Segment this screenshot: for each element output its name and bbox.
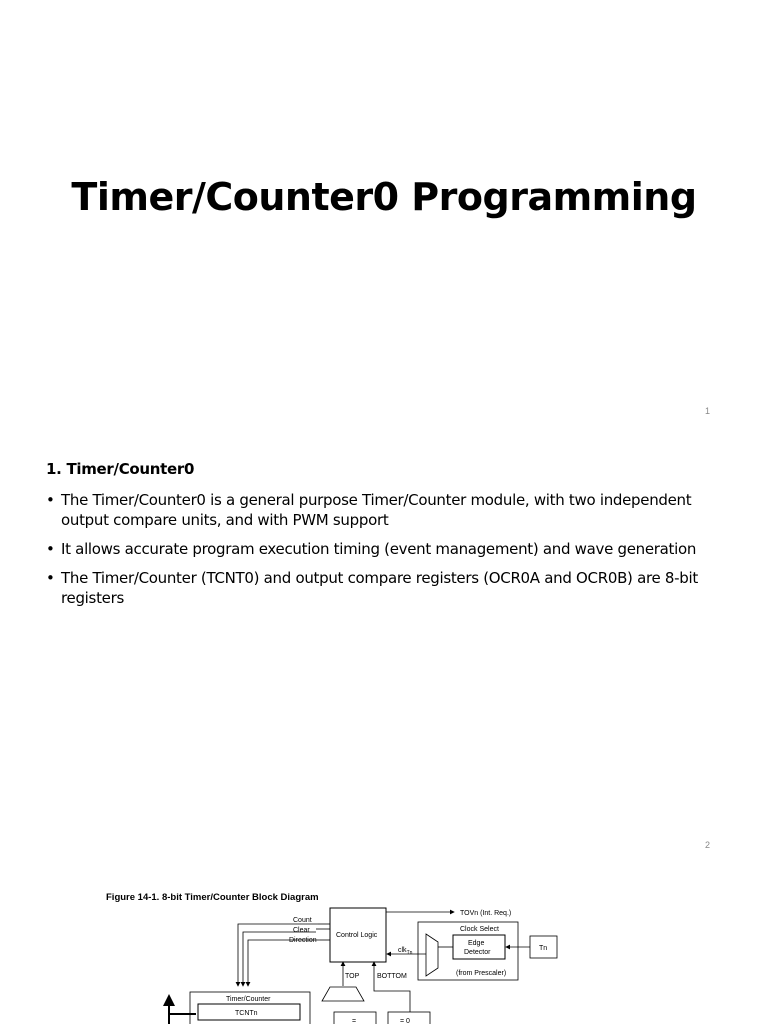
control-logic-label: Control Logic xyxy=(336,932,378,939)
figure-caption: Figure 14-1. 8-bit Timer/Counter Block Diagram xyxy=(106,892,319,903)
bullet-list xyxy=(46,490,716,617)
bullet-item xyxy=(46,539,716,559)
edge-detector-label-1: Edge xyxy=(468,940,485,947)
bullet-icon: • xyxy=(46,491,55,509)
page-number: 1 xyxy=(704,406,710,416)
edge-detector-label-2: Detector xyxy=(464,949,491,956)
tcnt-label: TCNTn xyxy=(235,1010,258,1017)
section-heading: 1. Timer/Counter0 xyxy=(46,460,195,478)
clk-label: clk$_{Tn}$ xyxy=(398,947,413,956)
page-number: 2 xyxy=(704,840,710,850)
top-label: TOP xyxy=(345,973,360,980)
bullet-text: It allows accurate program execution timing (event management) and wave generation xyxy=(61,540,697,558)
compare-mux xyxy=(322,987,364,1001)
slide-3 xyxy=(0,864,768,1024)
bullet-item xyxy=(46,568,716,608)
count-label: Count xyxy=(293,917,312,924)
timer-counter-label: Timer/Counter xyxy=(226,996,271,1003)
slide-2 xyxy=(0,432,768,864)
slide-title: Timer/Counter0 Programming xyxy=(71,175,697,219)
clock-select-label: Clock Select xyxy=(460,926,499,933)
tn-label: Tn xyxy=(539,945,548,952)
equal-zero-label: = 0 xyxy=(400,1018,410,1024)
bullet-text: The Timer/Counter0 is a general purpose Timer/Counter module, with two independent output compare units, and with PWM support xyxy=(61,491,692,529)
slide-1 xyxy=(0,0,768,432)
from-prescaler-label: (from Prescaler) xyxy=(456,970,507,977)
bullet-text: The Timer/Counter (TCNT0) and output compare registers (OCR0A and OCR0B) are 8-bit registers xyxy=(61,569,698,607)
bottom-label: BOTTOM xyxy=(377,973,407,980)
clear-label: Clear xyxy=(293,927,310,934)
bullet-item xyxy=(46,490,716,530)
tov-label: TOVn (Int. Req.) xyxy=(460,910,512,917)
direction-label: Direction xyxy=(289,937,317,944)
bullet-icon: • xyxy=(46,569,55,587)
bullet-icon: • xyxy=(46,540,55,558)
timer-block-diagram xyxy=(0,864,768,1024)
equal-label: = xyxy=(352,1018,357,1024)
